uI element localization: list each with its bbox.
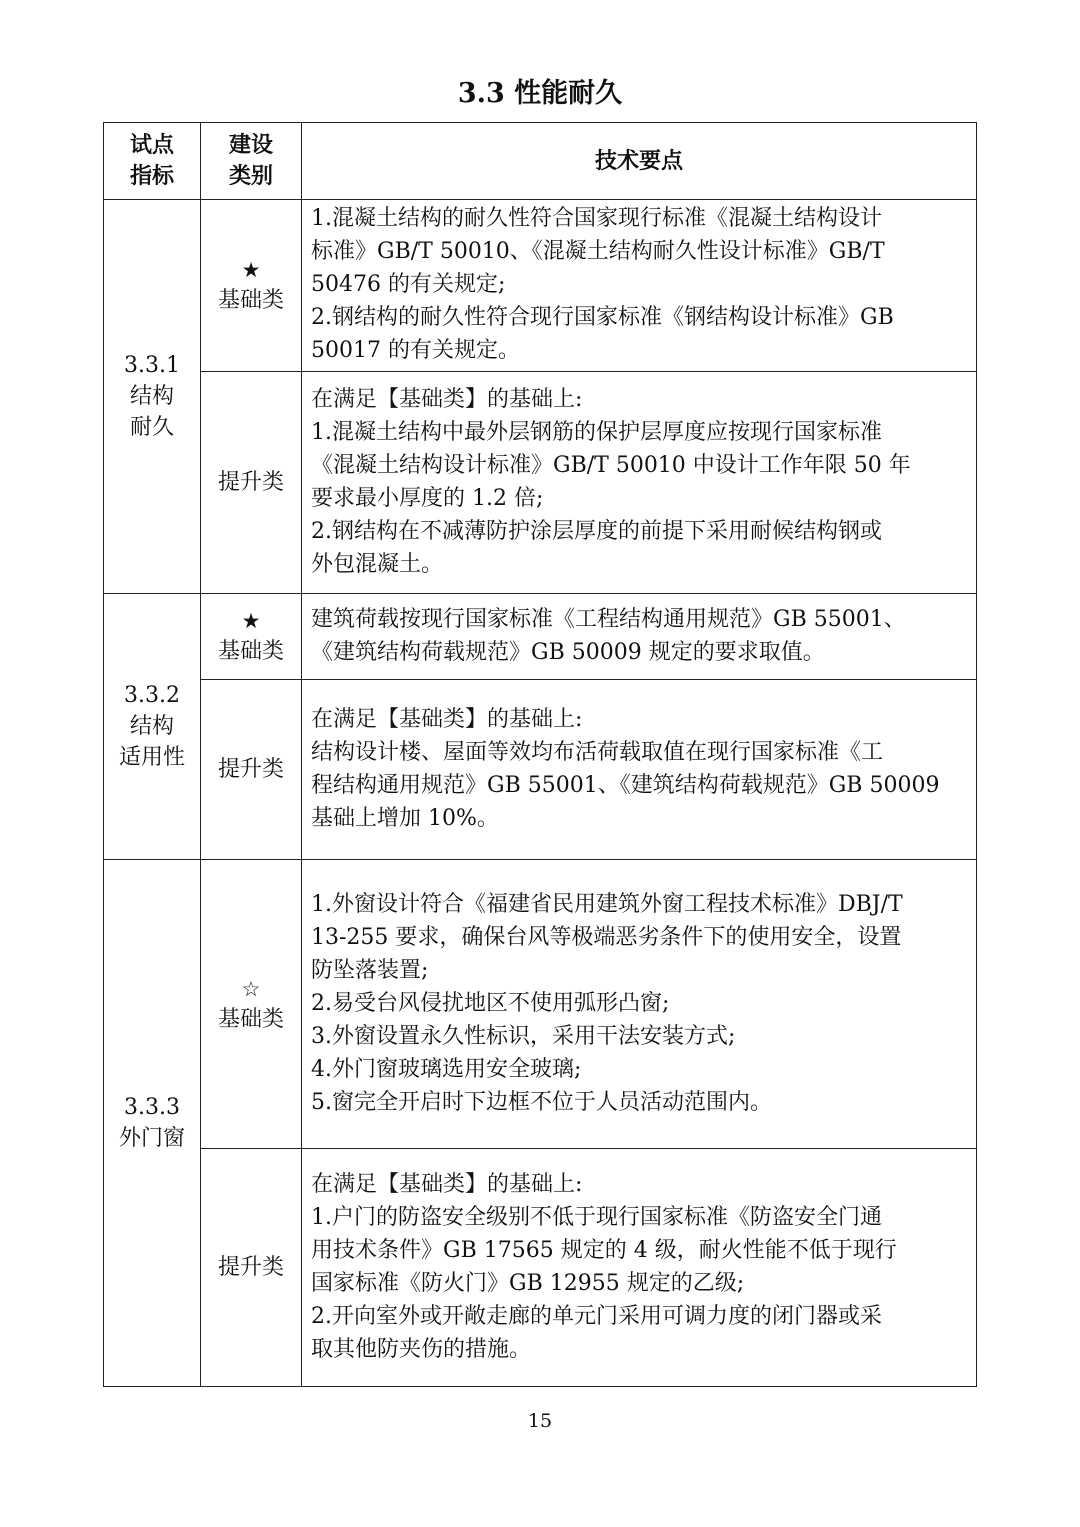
requirement-line: 防坠落装置;: [311, 957, 429, 983]
requirements-cell: [302, 594, 977, 680]
indicator-label: 结构: [129, 384, 174, 409]
requirement-line: 1.混凝土结构中最外层钢筋的保护层厚度应按现行国家标准: [311, 419, 882, 445]
requirement-line: 2.开向室外或开敞走廊的单元门采用可调力度的闭门器或采: [311, 1303, 882, 1329]
requirement-line: 在满足【基础类】的基础上:: [311, 386, 583, 412]
requirement-line: 13-255 要求，确保台风等极端恶劣条件下的使用安全，设置: [311, 924, 902, 950]
type-cell: [201, 1149, 302, 1387]
requirement-line: 国家标准《防火门》GB 12955 规定的乙级;: [311, 1270, 745, 1296]
requirement-line: 4.外门窗玻璃选用安全玻璃;: [311, 1056, 582, 1082]
requirements-cell: [302, 1149, 977, 1387]
header-type-line: 类别: [228, 163, 273, 189]
table-row: [104, 594, 977, 680]
indicator-cell: [104, 200, 201, 594]
header-indicator-line: 试点: [129, 132, 174, 158]
type-label: 基础类: [217, 1006, 284, 1032]
requirement-line: 基础上增加 10%。: [311, 805, 499, 831]
table-row: [104, 200, 977, 372]
indicator-cell: [104, 860, 201, 1387]
table-row: [104, 372, 977, 594]
type-cell: [201, 860, 302, 1149]
requirements-cell: [302, 680, 977, 860]
table-row: [104, 680, 977, 860]
requirement-line: 3.外窗设置永久性标识，采用干法安装方式;: [311, 1023, 736, 1049]
requirement-line: 2.钢结构在不减薄防护涂层厚度的前提下采用耐候结构钢或: [311, 518, 882, 544]
requirements-cell: [302, 372, 977, 594]
indicator-code: 3.3.1: [124, 353, 180, 378]
type-cell: [201, 594, 302, 680]
header-indicator: [104, 123, 201, 200]
requirement-line: 2.钢结构的耐久性符合现行国家标准《钢结构设计标准》GB: [311, 305, 894, 330]
table-header-row: [104, 123, 977, 200]
indicator-label: 适用性: [118, 745, 185, 770]
header-requirements: 技术要点: [302, 123, 977, 200]
requirement-line: 50476 的有关规定;: [311, 272, 506, 297]
type-label: 基础类: [217, 639, 284, 664]
type-cell: [201, 680, 302, 860]
type-cell: [201, 372, 302, 594]
requirement-line: 取其他防夹伤的措施。: [311, 1336, 532, 1362]
indicator-cell: [104, 594, 201, 860]
requirement-line: 要求最小厚度的 1.2 倍;: [311, 485, 544, 511]
page-number: 15: [527, 1410, 553, 1432]
requirement-line: 5.窗完全开启时下边框不位于人员活动范围内。: [311, 1089, 772, 1115]
requirements-cell: [302, 860, 977, 1149]
requirement-line: 《建筑结构荷载规范》GB 50009 规定的要求取值。: [311, 639, 825, 665]
indicator-label: 外门窗: [118, 1126, 185, 1151]
requirement-line: 外包混凝土。: [311, 551, 444, 577]
type-label: 提升类: [217, 470, 284, 495]
header-indicator-line: 指标: [129, 163, 174, 189]
requirement-line: 建筑荷载按现行国家标准《工程结构通用规范》GB 55001、: [311, 606, 906, 632]
requirement-line: 标准》GB/T 50010、《混凝土结构耐久性设计标准》GB/T: [311, 239, 885, 264]
requirement-line: 1.混凝土结构的耐久性符合国家现行标准《混凝土结构设计: [311, 206, 882, 231]
star-outline-icon: ☆: [241, 976, 261, 1001]
requirement-line: 结构设计楼、屋面等效均布活荷载取值在现行国家标准《工: [311, 739, 884, 765]
table-row: [104, 1149, 977, 1387]
requirements-table: [103, 122, 977, 1387]
indicator-label: 结构: [129, 714, 174, 739]
requirement-line: 2.易受台风侵扰地区不使用弧形凸窗;: [311, 990, 670, 1016]
type-label: 基础类: [217, 288, 284, 313]
star-filled-icon: ★: [241, 609, 261, 633]
requirement-line: 50017 的有关规定。: [311, 338, 520, 363]
requirement-line: 程结构通用规范》GB 55001、《建筑结构荷载规范》GB 50009: [311, 772, 940, 798]
type-label: 提升类: [217, 757, 284, 782]
requirement-line: 《混凝土结构设计标准》GB/T 50010 中设计工作年限 50 年: [311, 452, 911, 478]
requirement-line: 在满足【基础类】的基础上:: [311, 1171, 583, 1197]
requirements-cell: [302, 200, 977, 372]
requirement-line: 1.外窗设计符合《福建省民用建筑外窗工程技术标准》DBJ/T: [311, 891, 903, 917]
requirement-line: 用技术条件》GB 17565 规定的 4 级，耐火性能不低于现行: [311, 1237, 897, 1263]
page-title: 3.3 性能耐久: [457, 78, 623, 109]
indicator-code: 3.3.3: [124, 1095, 180, 1120]
indicator-label: 耐久: [129, 415, 174, 440]
indicator-code: 3.3.2: [124, 683, 180, 708]
header-type: [201, 123, 302, 200]
star-filled-icon: ★: [241, 258, 261, 282]
table-row: [104, 860, 977, 1149]
requirement-line: 在满足【基础类】的基础上:: [311, 706, 583, 732]
requirement-line: 1.户门的防盗安全级别不低于现行国家标准《防盗安全门通: [311, 1204, 882, 1230]
type-cell: [201, 200, 302, 372]
header-type-line: 建设: [228, 132, 273, 158]
type-label: 提升类: [217, 1255, 284, 1280]
